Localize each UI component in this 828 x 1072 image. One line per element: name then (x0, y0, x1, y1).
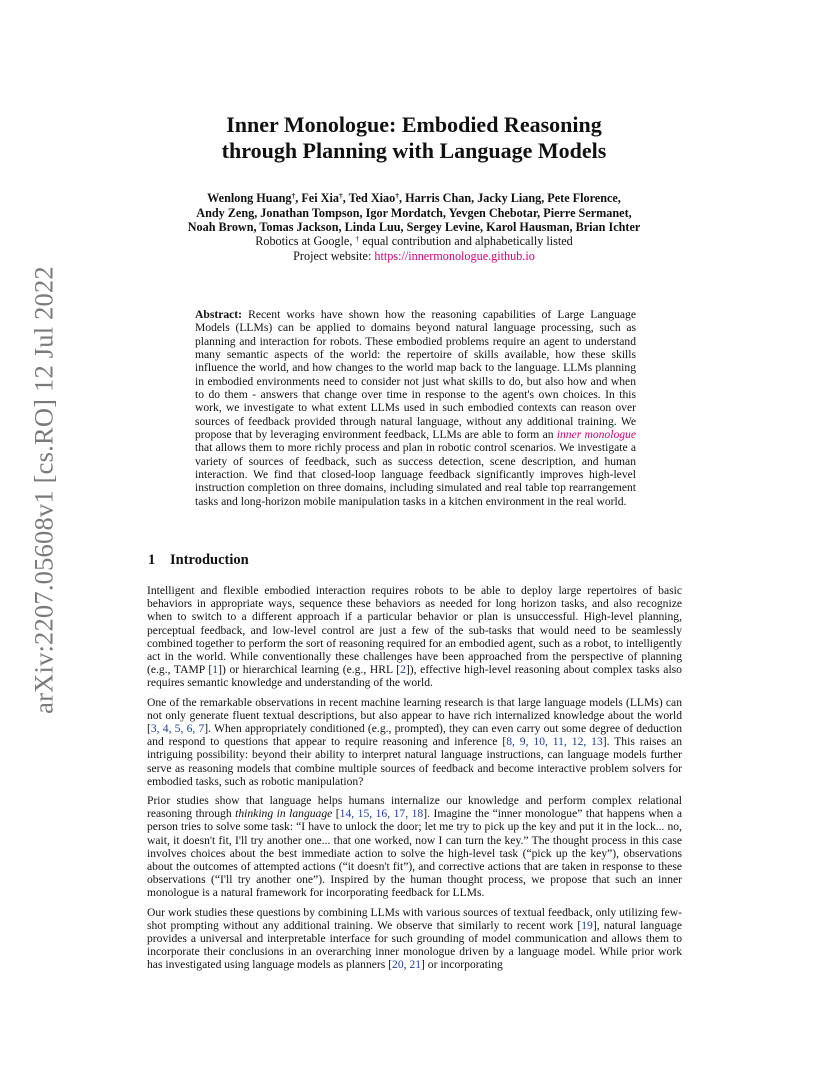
citation-link[interactable]: 20, 21 (392, 958, 422, 972)
affiliation-block (0, 234, 828, 263)
project-website-link[interactable]: https://innermonologue.github.io (374, 248, 535, 263)
author-line-2: Andy Zeng, Jonathan Tompson, Igor Mordatch, Yevgen Chebotar, Pierre Sermanet, (196, 205, 632, 220)
abstract (195, 308, 636, 508)
section-number: 1 (148, 552, 156, 568)
citation-link[interactable]: 3, 4, 5, 6, 7 (150, 722, 205, 736)
abstract-text-2: that allows them to more richly process and plan in robotic control scenarios. We investigate a variety of sources of feedback, such as success detection, scene description, and human interaction. We find that closed-loop language feedback significantly improves high-level instruction completion on three domains, including simulated and real table top rearrangement tasks and long-horizon mobile manipulation tasks in a kitchen environment in the real world. (195, 441, 636, 508)
abstract-emphasis-link[interactable]: inner monologue (556, 428, 636, 442)
arxiv-identifier-text: arXiv:2207.05608v1 [cs.RO] 12 Jul 2022 (28, 266, 59, 714)
paragraph-1: Intelligent and flexible embodied interaction requires robots to be able to deploy large repertoires of basic behaviors in appropriate ways, sequence these behaviors as needed for long horizon tasks, and also recognize when to switch to a different approach if a particular behavior or plan is unsuccessful. High-level planning, perceptual feedback, and low-level control are just a few of the sub-tasks that would need to be seamlessly combined together to perform the sort of reasoning required for an embodied agent, such as a robot, to intelligently act in the world. While conventionally these challenges have been approached from the perspective of planning (e.g., TAMP [1]) or hierarchical learning (e.g., HRL [2]), effective high-level reasoning about complex tasks also requires semantic knowledge and understanding of the world. (147, 584, 682, 690)
paper-title (0, 112, 828, 164)
author-list (0, 191, 828, 235)
citation-link[interactable]: 8, 9, 10, 11, 12, 13 (506, 735, 603, 749)
paragraph-2: One of the remarkable observations in recent machine learning research is that large language models (LLMs) can not only generate fluent textual descriptions, but also appear to have rich internalized knowledge about the world [3, 4, 5, 6, 7]. When appropriately conditioned (e.g., prompted), they can even carry out some degree of deduction and respond to questions that appear to require reasoning and inference [8, 9, 10, 11, 12, 13]. This raises an intriguing possibility: beyond their ability to interpret natural language instructions, can language models further serve as reasoning models that combine multiple sources of feedback and become interactive problem solvers for embodied tasks, such as robotic manipulation? (147, 695, 682, 788)
title-line-1: Inner Monologue: Embodied Reasoning (226, 112, 602, 137)
paragraph-3: Prior studies show that language helps humans internalize our knowledge and perform complex relational reasoning through thinking in language [14, 15, 16, 17, 18]. Imagine the “inner monologue” that happens when a person tries to solve some task: “I have to unlock the door; let me try to pick up the key and put it in the lock... no, wait, it doesn't fit, I'll try another one... that one worked, now I can turn the key.” The thought process in this case involves choices about the best immediate action to solve the high-level task (“pick up the key”), observations about the outcomes of attempted actions (“it doesn't fit”), and corrective actions that are taken in response to these observations (“I'll try another one”). Inspired by the human thought process, we propose that such an inner monologue is a natural framework for incorporating feedback for LLMs. (147, 794, 682, 900)
citation-link[interactable]: 2 (400, 663, 406, 677)
emphasis-text: thinking in language (235, 807, 333, 821)
project-website-line: Project website: https://innermonologue.github.io (293, 248, 535, 263)
section-heading (148, 552, 249, 569)
author-line-1: Wenlong Huang†, Fei Xia†, Ted Xiao†, Harris Chan, Jacky Liang, Pete Florence, (207, 190, 621, 205)
title-line-2: through Planning with Language Models (221, 138, 607, 163)
citation-link[interactable]: 19 (581, 918, 593, 932)
author-line-3: Noah Brown, Tomas Jackson, Linda Luu, Sergey Levine, Karol Hausman, Brian Ichter (187, 220, 641, 234)
introduction-body (147, 584, 682, 978)
citation-link[interactable]: 1 (212, 663, 219, 677)
paragraph-4: Our work studies these questions by combining LLMs with various sources of textual feedback, only utilizing few-shot prompting without any additional training. We observe that similarly to recent work [19], natural language provides a universal and interpretable interface for such grounding of model communication and allows them to incorporate their conclusions in an overarching inner monologue driven by a language model. While prior work has investigated using language models as planners [20, 21] or incorporating (147, 905, 683, 972)
arxiv-identifier-stamp (24, 266, 64, 714)
citation-link[interactable]: 14, 15, 16, 17, 18 (339, 807, 424, 821)
affiliation-line: Robotics at Google, † equal contribution and alphabetically listed (255, 233, 573, 248)
abstract-text-1: Recent works have shown how the reasoning capabilities of Large Language Models (LLMs) can be applied to domains beyond natural language processing, such as planning and interaction for robots. These embodied problems require an agent to understand many semantic aspects of the world: the repertoire of skills available, how these skills influence the world, and how changes to the world map back to the language. LLMs planning in embodied environments need to consider not just what skills to do, but also how and when to do them - answers that change over time in response to the agent's own choices. In this work, we investigate to what extent LLMs used in such embodied contexts can reason over sources of feedback provided through natural language, without any additional training. We propose that by leveraging environment feedback, LLMs are able to form an (195, 308, 636, 442)
section-title: Introduction (170, 552, 249, 568)
abstract-label: Abstract: (195, 308, 243, 321)
